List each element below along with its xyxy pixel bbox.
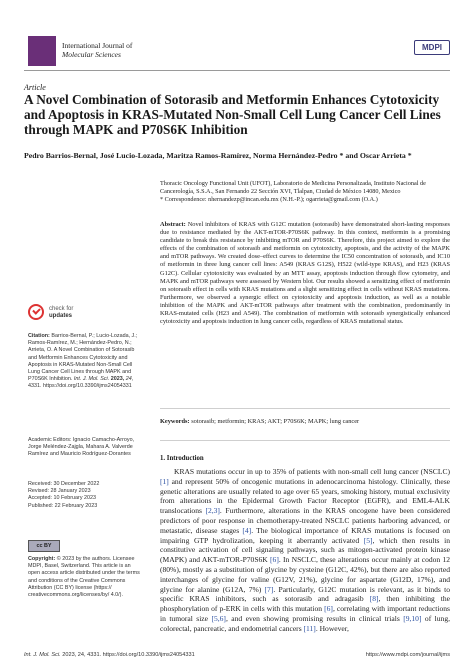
- reference-link[interactable]: [1]: [160, 476, 169, 486]
- intro-text: . In NSCLC, these alterations occur mainly at codon 12 (80%), mostly as a substitution of glycine by cysteine (G12C, 42%), but there are also reported interchanges of glycine for valine (G12V, 21%), glycine for aspartate (G12D, 17%), and glycine for alanine (G12A, 7%): [160, 555, 451, 594]
- dates-block: [28, 481, 142, 510]
- check-for-label: check for: [49, 306, 74, 312]
- citation-journal: Int. J. Mol. Sci.: [73, 376, 110, 383]
- cc-by-license-icon[interactable]: cc BY: [28, 540, 60, 552]
- citation-volume: 24,: [125, 376, 134, 383]
- abstract-divider: [160, 408, 450, 409]
- copyright-text: © 2023 by the authors. Licensee MDPI, Basel, Switzerland. This article is an open access article distributed under the terms and conditions of the Creative Commons Attribution (CC BY) license (https:// creativecommons.org/licenses/by/ 4.0/).: [28, 556, 140, 599]
- journal-name-line2: Molecular Sciences: [62, 50, 121, 59]
- journal-name-line1: International Journal of: [62, 41, 133, 50]
- check-updates-icon: [28, 304, 44, 320]
- abstract: [160, 221, 450, 326]
- article-title: A Novel Combination of Sotorasib and Metformin Enhances Cytotoxicity and Apoptosis in KRAS-Mutated Non-Small Cell Lung Cancer Cell Lines through MAPK and P70S6K Inhibition: [24, 92, 441, 137]
- journal-logo-icon: [28, 36, 56, 66]
- reference-link[interactable]: [5,6]: [211, 613, 226, 623]
- intro-text: , and even showing promising results in clinical trials: [225, 613, 404, 623]
- intro-text: , then inhibiting the phosphorylation of p-ERK in cells with this mutation: [160, 594, 450, 614]
- intro-text: and represent 50% of oncogenic mutations in adenocarcinoma histology. Clinically, these genetic alterations are usually related to age over 65 years, smoking history, mutual exclusivity from alterations in the Epidermal Growth Factor Receptor (EGFR), and EML4-ALK translocations: [160, 476, 450, 516]
- article-type: Article: [24, 83, 46, 92]
- footer-journal: Int. J. Mol. Sci.: [24, 652, 61, 658]
- reference-link[interactable]: [11]: [303, 623, 316, 633]
- abstract-label: Abstract:: [160, 221, 186, 228]
- keywords-label: Keywords:: [160, 418, 190, 425]
- author-list: [24, 151, 450, 161]
- copyright-label: Copyright:: [28, 556, 56, 562]
- authors-text: Pedro Barrios-Bernal, José Lucio-Lozada, Maritza Ramos-Ramírez, Norma Hernández-Pedro * and Oscar Arrieta *: [24, 151, 412, 160]
- correspondence-text: * Correspondence: nhernandezp@incan.edu.mx (N.H.-P.); ogarrieta@gmail.com (O.A.): [160, 196, 378, 203]
- reference-link[interactable]: [8]: [369, 594, 379, 604]
- reference-link[interactable]: [6]: [270, 555, 279, 565]
- citation-block: [28, 333, 142, 391]
- updates-label: updates: [49, 313, 73, 319]
- affiliation-text: Thoracic Oncology Functional Unit (UFOT), Laboratorio de Medicina Personalizada, Instituto Nacional de Cancerología, S.S.A., San Fernando 22 Sección XVI, Tlalpan, Ciudad de México 14080, Mexico: [160, 180, 426, 195]
- citation-doi[interactable]: 4331. https://doi.org/10.3390/ijms24054331: [28, 383, 132, 390]
- reference-link[interactable]: [7]: [264, 584, 274, 594]
- intro-text: . However,: [315, 623, 349, 633]
- copyright-block: [28, 556, 142, 599]
- intro-text: , correlating with important reductions in tumoral size: [160, 604, 450, 623]
- intro-text: . The biological importance of KRAS mutations is focused on impairing GTP hydrolization, keeping it aberrantly activated: [160, 525, 450, 545]
- affiliation-block: [160, 180, 450, 204]
- intro-text: KRAS mutations occur in up to 35% of patients with non-small cell lung cancer (NSCLC): [174, 467, 450, 476]
- reference-link[interactable]: [4]: [242, 525, 252, 535]
- intro-text: , which then results in constitutive activation of cell signaling pathways, such as mitogen-activated protein kinase (MAPK) and AKT-mTOR-P70S6K: [160, 535, 450, 565]
- reference-link[interactable]: [6]: [324, 604, 333, 614]
- intro-text: of lung, colorectal, pancreatic, and endometrial cancers: [160, 613, 450, 633]
- academic-editors: Academic Editors: Ignacio Camacho-Arroyo, Jorge Meléndez-Zajgla, Mahara A. Valverde Ramírez and Mauricio Rodríguez-Dorantes: [28, 437, 135, 458]
- revised-date: Revised: 28 January 2023: [28, 488, 91, 495]
- received-date: Received: 30 December 2022: [28, 481, 100, 487]
- header-divider: [24, 70, 450, 71]
- footer-journal-url[interactable]: https://www.mdpi.com/journal/ijms: [365, 652, 450, 658]
- section-heading-introduction: 1. Introduction: [160, 455, 204, 462]
- keywords-text: sotorasib; metformin; KRAS; AKT; P70S6K; MAPK; lung cancer: [191, 418, 360, 425]
- mdpi-logo: MDPI: [414, 40, 450, 55]
- reference-link[interactable]: [5]: [363, 535, 373, 545]
- keywords-divider: [160, 440, 450, 441]
- abstract-text: Novel inhibitors of KRAS with G12C mutation (sotorasib) have demonstrated short-lasting responses due to resistance mediated by the AKT-mTOR-P70S6K pathway. In this context, metformin is a promising candidate to break this resistance by inhibiting mTOR and P70S6K. Therefore, this project aimed to explore the effects of the combination of sotorasib and metformin on cytotoxicity, apoptosis, and the activity of the MAPK and mTOR pathways. We created dose–effect curves to determine the IC50 concentration of sotorasib, and IC10 of metformin in three lung cancer cell lines: A549 (KRAS G12S), H522 (wild-type KRAS), and H23 (KRAS G12C). Cellular cytotoxicity was evaluated by an MTT assay, apoptosis induction through flow cytometry, and MAPK and mTOR pathways were assessed by Western blot. Our results showed a sensitizing effect of metformin on sotorasib effect in cells with KRAS mutations and a slight sensitizing effect in cells without KRAS mutations. Furthermore, we observed a synergic effect on cytotoxicity and apoptosis induction, as well as a notable inhibition of the MAPK and AKT-mTOR pathways after treatment with the combination, predominantly in KRAS-mutated cells (H23 and A549). The combination of metformin with sotorasib synergistically enhanced cytotoxicity and apoptosis induction in lung cancer cells, regardless of KRAS mutational status.: [160, 221, 450, 326]
- reference-link[interactable]: [2,3]: [205, 506, 220, 516]
- accepted-date: Accepted: 10 February 2023: [28, 495, 97, 502]
- citation-label: Citation:: [28, 333, 50, 339]
- reference-link[interactable]: [9,10]: [403, 613, 422, 623]
- keywords: [160, 418, 450, 426]
- footer-doi[interactable]: 2023, 24, 4331. https://doi.org/10.3390/ijms24054331: [62, 652, 195, 658]
- published-date: Published: 22 February 2023: [28, 502, 98, 509]
- introduction-body: [160, 467, 450, 634]
- intro-text: . Particularly, G12C mutation is relevant, as it binds to specific KRAS inhibitors, such as sotorasib and adragasib: [160, 584, 451, 604]
- citation-text: Barrios-Bernal, P.; Lucio-Lozada, J.; Ramos-Ramírez, M.; Hernández-Pedro, N.; Arrieta, O. A Novel Combination of Sotorasib and Metformin Enhances Cytotoxicity and Apoptosis in KRAS-Mutated Non-Small Cell Lung Cancer Cell Lines through MAPK and P70S6K Inhibition.: [28, 333, 138, 383]
- citation-year: 2023,: [110, 376, 125, 383]
- footer-citation: [24, 652, 195, 658]
- intro-paragraph: [160, 467, 450, 634]
- journal-name: [62, 41, 132, 59]
- check-for-updates-badge[interactable]: [28, 303, 138, 325]
- intro-text: . Furthermore, alterations in the KRAS oncogene have been considered predictors of poor response in chemotherapy-treated NSCLC patients harboring advanced, or metastatic, disease stages: [160, 506, 450, 535]
